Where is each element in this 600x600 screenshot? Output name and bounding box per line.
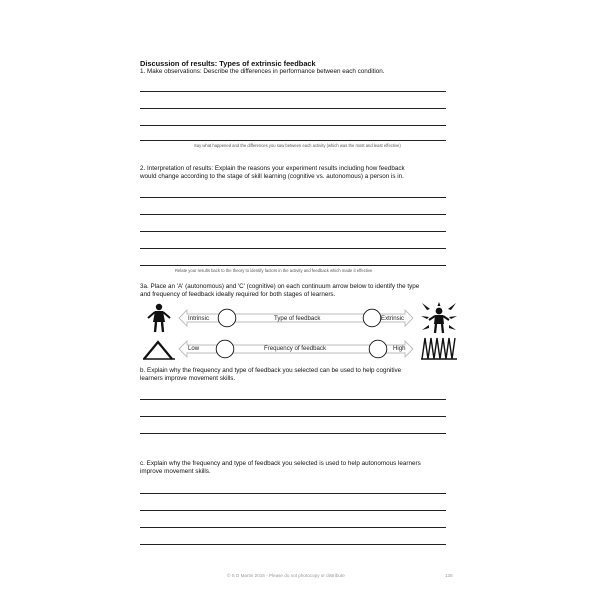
continuum-center-label: Type of feedback — [274, 315, 321, 322]
continuum-right-label: High — [393, 345, 406, 352]
intrinsic-marker-circle — [218, 309, 236, 327]
surrounded-person-icon — [420, 302, 458, 334]
answer-line[interactable] — [140, 510, 446, 511]
extrinsic-marker-circle — [363, 309, 381, 327]
answer-line[interactable] — [140, 544, 446, 545]
continuum-center-label: Frequency of feedback — [264, 345, 326, 352]
low-marker-circle — [216, 340, 234, 358]
answer-line[interactable] — [140, 265, 446, 266]
answer-line[interactable] — [140, 399, 446, 400]
q1-hint: Say what happened and the differences you saw between each activity (which was the most and least effective) — [194, 143, 401, 148]
continuum-left-label: Low — [188, 345, 200, 352]
answer-line[interactable] — [140, 125, 446, 126]
answer-line[interactable] — [140, 91, 446, 92]
footer-copyright: © S D Martin 2016 - Please do not photocopy or distribute — [227, 573, 345, 578]
section-heading: Discussion of results: Types of extrinsic feedback — [140, 59, 316, 68]
continuum-right-label: Extrinsic — [381, 315, 405, 322]
q2-hint: Relate your results back to the theory to identify factors in the activity and feedback which made it effective — [175, 268, 373, 273]
q3a-prompt-line2: and frequency of feedback ideally required for both stages of learners. — [140, 291, 336, 298]
q3c-prompt-line1: c. Explain why the frequency and type of feedback you selected is used to help autonomous learners — [140, 460, 421, 467]
single-peak-graph-icon — [142, 338, 176, 360]
q3b-prompt-line1: b. Explain why the frequency and type of feedback you selected can be used to help cognitive — [140, 367, 402, 374]
q3a-prompt-line1: 3a. Place an 'A' (autonomous) and 'C' (cognitive) on each continuum arrow below to identify the type — [140, 283, 420, 290]
q3b-prompt-line2: learners improve movement skills. — [140, 375, 236, 382]
continuum-left-label: Intrinsic — [188, 315, 209, 322]
q2-prompt-line1: 2. Interpretation of results: Explain the reasons your experiment results including how feedback — [140, 165, 405, 172]
answer-line[interactable] — [140, 493, 446, 494]
answer-line[interactable] — [140, 527, 446, 528]
standing-person-icon — [143, 303, 177, 333]
answer-line[interactable] — [140, 140, 446, 141]
page-number: 138 — [445, 573, 453, 578]
q3c-prompt-line2: improve movement skills. — [140, 468, 211, 475]
q2-prompt-line2: would change according to the stage of skill learning (cognitive vs. autonomous) a person is in. — [140, 173, 404, 180]
answer-line[interactable] — [140, 197, 446, 198]
answer-line[interactable] — [140, 108, 446, 109]
answer-line[interactable] — [140, 231, 446, 232]
answer-line[interactable] — [140, 214, 446, 215]
zigzag-graph-icon — [421, 336, 457, 360]
answer-line[interactable] — [140, 416, 446, 417]
answer-line[interactable] — [140, 433, 446, 434]
answer-line[interactable] — [140, 248, 446, 249]
q1-prompt: 1. Make observations: Describe the differences in performance between each condition. — [140, 68, 385, 75]
high-marker-circle — [369, 340, 387, 358]
